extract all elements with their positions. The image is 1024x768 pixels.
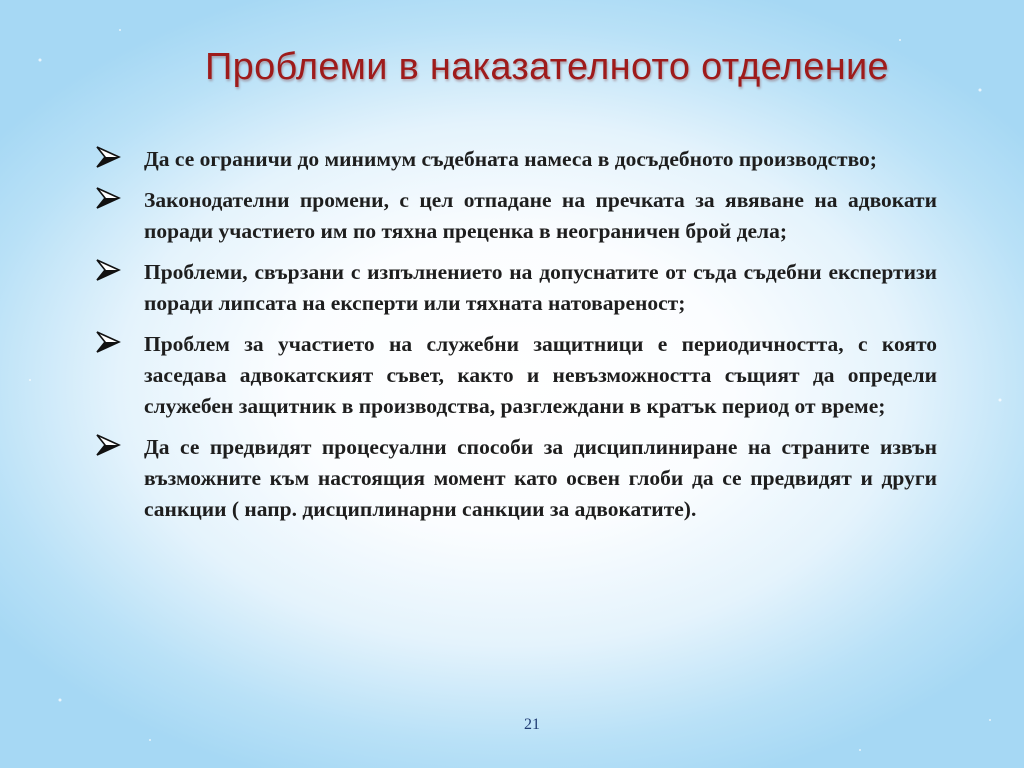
bullet-text: Законодателни промени, с цел отпадане на пречката за явяване на адвокати поради участието им по тяхна преценка в неограничен брой дела; (144, 188, 937, 243)
slide-title: Проблеми в наказателното отделение (205, 46, 889, 88)
page-number: 21 (524, 716, 540, 733)
bullet-item (95, 144, 937, 175)
arrowhead-bullet-icon (95, 145, 121, 169)
arrowhead-bullet-icon (95, 258, 121, 282)
arrowhead-bullet-icon (95, 433, 121, 457)
bullet-text: Да се ограничи до минимум съдебната намеса в досъдебното производство; (144, 147, 877, 171)
bullet-item (95, 329, 937, 422)
bullet-item (95, 185, 937, 247)
arrowhead-bullet-icon (95, 186, 121, 210)
bullet-item (95, 432, 937, 525)
bullet-text: Да се предвидят процесуални способи за дисциплиниране на страните извън възможните към настоящия момент като освен глоби да се предвидят и други санкции ( напр. дисциплинарни санкции за адвокатите). (144, 435, 937, 521)
bullet-text: Проблеми, свързани с изпълнението на допуснатите от съда съдебни експертизи поради липсата на експерти или тяхната натовареност; (144, 260, 937, 315)
bullet-list (95, 144, 937, 535)
bullet-item (95, 257, 937, 319)
arrowhead-bullet-icon (95, 330, 121, 354)
bullet-text: Проблем за участието на служебни защитници е периодичността, с която заседава адвокатският съвет, както и невъзможността същият да определи служебен защитник в производства, разглеждани в кратък период от време; (144, 332, 937, 418)
